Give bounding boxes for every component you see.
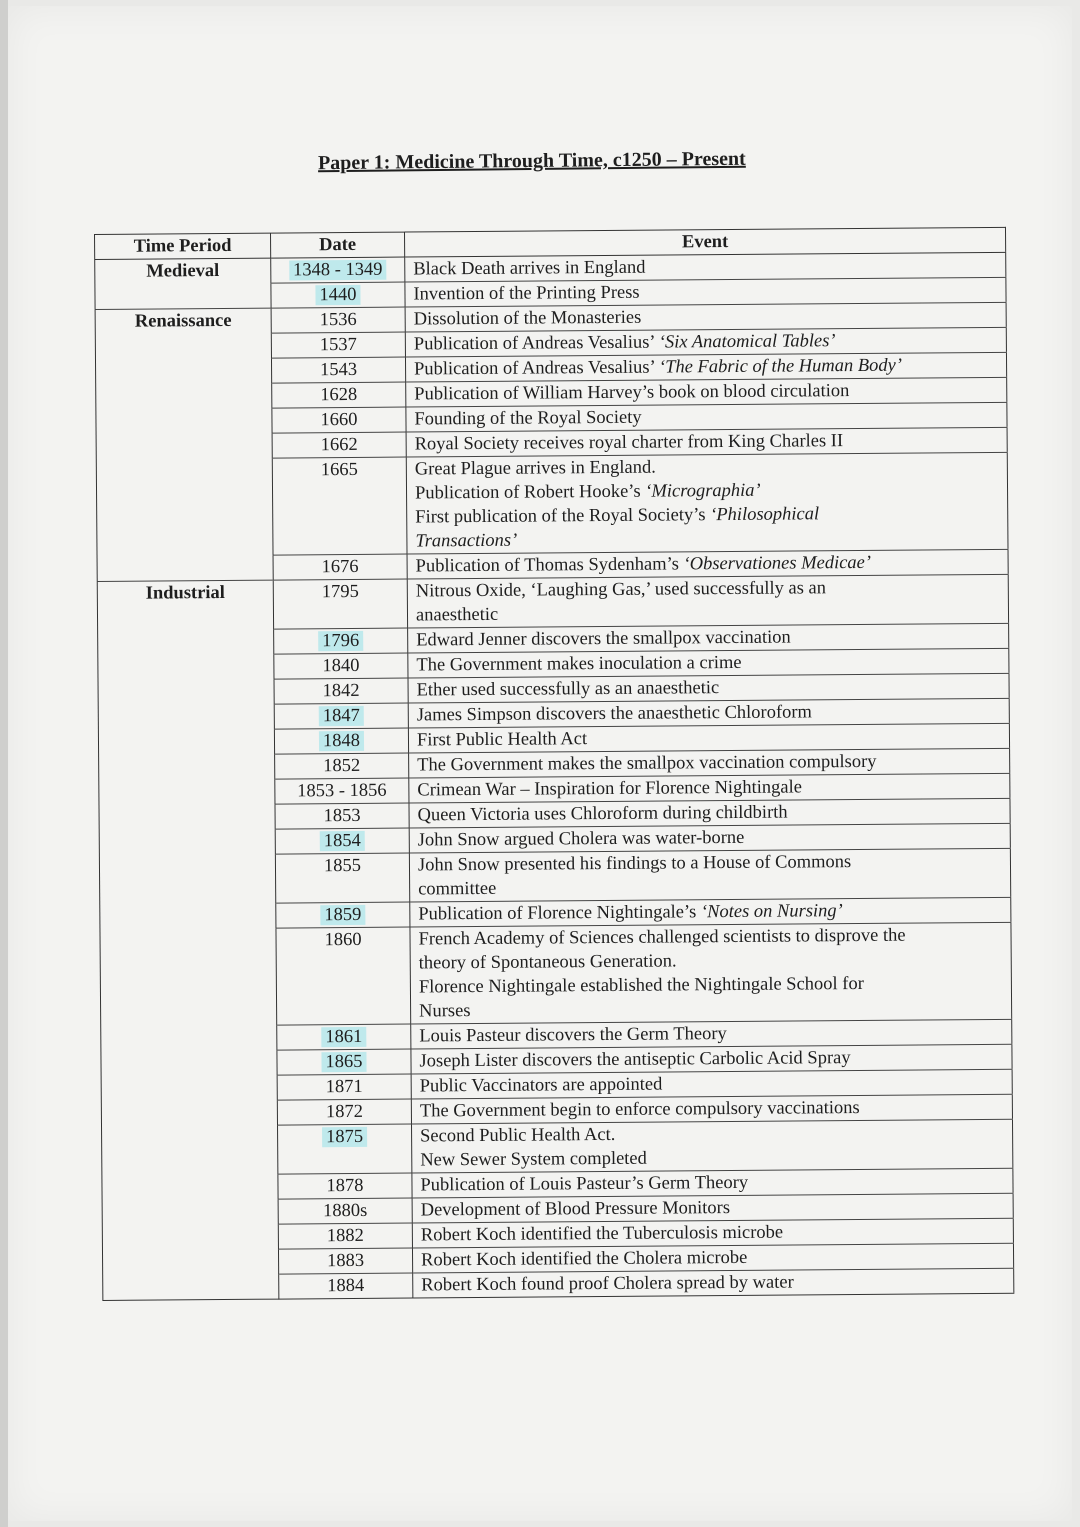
time-period-cell: Industrial <box>97 580 273 630</box>
date-cell <box>274 678 408 704</box>
time-period-cell <box>99 779 275 805</box>
event-text: Robert Koch identified the Tuberculosis microbe <box>420 1222 784 1246</box>
date-cell <box>272 382 406 408</box>
event-cell <box>410 922 1012 1024</box>
date-text: 1853 <box>323 805 361 827</box>
event-cell <box>409 848 1010 902</box>
event-text: Florence Nightingale established the Nightingale School for <box>418 973 864 998</box>
time-period-cell <box>102 1224 278 1250</box>
event-text: Transactions’ <box>415 530 518 552</box>
event-text: Great Plague arrives in England. <box>414 457 656 480</box>
event-text: Edward Jenner discovers the smallpox vaccination <box>416 627 791 651</box>
date-text: 1883 <box>326 1250 365 1272</box>
event-text: Invention of the Printing Press <box>413 282 640 305</box>
date-cell <box>273 579 407 629</box>
timeline-rows <box>95 252 1014 1300</box>
date-text: 1878 <box>326 1175 364 1197</box>
date-text: 1537 <box>319 334 357 356</box>
date-text: 1676 <box>321 556 359 578</box>
date-text: 1852 <box>323 755 361 777</box>
date-cell <box>278 1124 412 1174</box>
date-text: 1536 <box>319 309 357 331</box>
date-cell <box>277 1024 411 1050</box>
time-period-cell <box>102 1125 278 1175</box>
time-period-cell: Renaissance <box>95 308 271 334</box>
event-text: Ether used successfully as an anaesthetic <box>416 678 720 701</box>
date-text: 1871 <box>325 1076 363 1098</box>
event-text: Public Vaccinators are appointed <box>419 1074 663 1097</box>
time-period-cell <box>100 928 277 1026</box>
time-period-cell <box>98 629 274 655</box>
date-text: 1662 <box>320 434 358 456</box>
header-date: Date <box>270 232 404 258</box>
event-text: Publication of Andreas Vesalius’ ‘The Fabric of the Human Body’ <box>413 355 903 380</box>
date-cell <box>275 828 409 854</box>
highlighted-date: 1440 <box>315 285 360 305</box>
date-cell <box>271 282 405 308</box>
header-event: Event <box>404 227 1005 257</box>
event-text: committee <box>418 878 497 900</box>
event-text: John Snow presented his findings to a House of Commons <box>417 852 852 876</box>
event-text: Founding of the Royal Society <box>414 407 642 430</box>
date-cell <box>274 628 408 654</box>
date-cell <box>273 554 407 580</box>
table-row <box>97 574 1008 630</box>
event-text: Royal Society receives royal charter from King Charles II <box>414 431 844 455</box>
date-text: 1855 <box>323 855 362 877</box>
event-text: Nitrous Oxide, ‘Laughing Gas,’ used successfully as an <box>415 578 827 602</box>
header-time-period: Time Period <box>95 233 271 259</box>
table-row <box>100 922 1012 1026</box>
date-cell <box>275 778 409 804</box>
time-period-cell <box>95 333 271 359</box>
date-cell <box>277 1099 411 1125</box>
event-text: Robert Koch identified the Cholera microbe <box>420 1247 748 1271</box>
time-period-cell <box>96 383 272 409</box>
highlighted-date: 1875 <box>322 1127 367 1147</box>
date-cell <box>274 728 408 754</box>
highlighted-date: 1348 - 1349 <box>289 260 387 281</box>
table-row <box>96 452 1008 556</box>
time-period-cell <box>98 679 274 705</box>
date-cell <box>276 902 410 928</box>
event-cell <box>407 574 1008 628</box>
highlighted-date: 1859 <box>320 905 365 925</box>
time-period-cell <box>98 704 274 730</box>
date-cell <box>271 332 405 358</box>
event-text: Development of Blood Pressure Monitors <box>420 1198 731 1221</box>
event-text: First Public Health Act <box>416 729 588 751</box>
date-text: 1853 - 1856 <box>297 780 387 802</box>
event-text: Publication of William Harvey’s book on blood circulation <box>414 381 850 405</box>
event-text: Publication of Robert Hooke’s ‘Micrographia’ <box>414 480 761 504</box>
date-text: 1660 <box>320 409 358 431</box>
time-period-cell <box>98 729 274 755</box>
date-text: 1884 <box>327 1275 365 1297</box>
time-period-cell <box>101 1025 277 1051</box>
event-text: theory of Spontaneous Generation. <box>418 951 677 974</box>
time-period-cell <box>99 754 275 780</box>
date-cell <box>271 307 405 333</box>
time-period-cell: Medieval <box>95 258 271 284</box>
date-cell <box>275 753 409 779</box>
time-period-cell <box>102 1249 278 1275</box>
date-cell <box>278 1173 412 1199</box>
highlighted-date: 1865 <box>321 1052 366 1072</box>
date-cell <box>278 1248 412 1274</box>
timeline-table <box>94 227 1014 1301</box>
date-cell <box>274 653 408 679</box>
event-cell <box>406 452 1008 554</box>
date-text: 1543 <box>319 359 358 381</box>
date-text: 1842 <box>322 680 360 702</box>
event-text: John Snow argued Cholera was water-borne <box>417 827 745 851</box>
time-period-cell <box>96 408 272 434</box>
time-period-cell <box>100 903 276 929</box>
event-text: Louis Pasteur discovers the Germ Theory <box>419 1024 727 1047</box>
highlighted-date: 1848 <box>319 731 364 751</box>
event-text: The Government begin to enforce compulsory vaccinations <box>419 1098 860 1122</box>
event-text: Black Death arrives in England <box>413 257 646 280</box>
date-cell <box>271 257 405 283</box>
date-text: 1872 <box>325 1101 363 1123</box>
date-cell <box>272 457 407 555</box>
highlighted-date: 1796 <box>318 631 363 651</box>
event-text: New Sewer System completed <box>420 1148 647 1171</box>
event-text: Crimean War – Inspiration for Florence Nightingale <box>417 777 802 801</box>
time-period-cell <box>103 1274 279 1300</box>
event-text: Robert Koch found proof Cholera spread by water <box>421 1272 794 1296</box>
time-period-cell <box>99 829 275 855</box>
time-period-cell <box>102 1199 278 1225</box>
time-period-cell <box>99 804 275 830</box>
event-cell <box>412 1119 1013 1173</box>
event-text: Publication of Thomas Sydenham’s ‘Observationes Medicae’ <box>415 552 872 577</box>
event-text: Dissolution of the Monasteries <box>413 307 642 330</box>
date-cell <box>275 803 409 829</box>
time-period-cell <box>98 654 274 680</box>
event-text: The Government makes inoculation a crime <box>416 652 742 676</box>
highlighted-date: 1854 <box>320 831 365 851</box>
event-text: James Simpson discovers the anaesthetic Chloroform <box>416 702 812 726</box>
event-text: Publication of Andreas Vesalius’ ‘Six Anatomical Tables’ <box>413 331 836 355</box>
date-text: 1628 <box>320 384 358 406</box>
time-period-cell <box>102 1174 278 1200</box>
time-period-cell <box>96 433 272 459</box>
time-period-cell <box>96 458 273 556</box>
date-text: 1840 <box>322 655 360 677</box>
time-period-cell <box>95 283 271 309</box>
time-period-cell <box>101 1075 277 1101</box>
time-period-cell <box>99 854 275 904</box>
table-row <box>99 848 1010 904</box>
time-period-cell <box>101 1100 277 1126</box>
date-text: 1665 <box>320 459 358 481</box>
date-text: 1880s <box>322 1200 368 1222</box>
date-cell <box>272 407 406 433</box>
time-period-cell <box>95 358 271 384</box>
date-cell <box>275 853 409 903</box>
event-text: Nurses <box>419 1001 471 1022</box>
event-text: First publication of the Royal Society’s ‘Philosophical <box>415 504 820 528</box>
highlighted-date: 1847 <box>319 706 364 726</box>
event-text: anaesthetic <box>415 604 499 626</box>
date-cell <box>272 432 406 458</box>
event-cell <box>413 1268 1014 1298</box>
page-title: Paper 1: Medicine Through Time, c1250 – Present <box>317 147 746 175</box>
event-text: French Academy of Sciences challenged scientists to disprove the <box>418 925 906 950</box>
date-text: 1860 <box>324 929 362 951</box>
event-text: Queen Victoria uses Chloroform during childbirth <box>417 802 788 826</box>
scan-edge <box>0 0 8 1527</box>
event-text: Publication of Louis Pasteur’s Germ Theory <box>420 1172 749 1196</box>
date-cell <box>271 357 405 383</box>
table-row <box>102 1119 1013 1175</box>
event-text: The Government makes the smallpox vaccination compulsory <box>417 751 877 776</box>
date-cell <box>278 1198 412 1224</box>
event-text: Joseph Lister discovers the antiseptic Carbolic Acid Spray <box>419 1048 851 1072</box>
date-cell <box>274 703 408 729</box>
date-cell <box>279 1273 413 1299</box>
date-text: 1882 <box>326 1225 364 1247</box>
time-period-cell <box>97 555 273 581</box>
highlighted-date: 1861 <box>321 1027 366 1047</box>
date-cell <box>278 1223 412 1249</box>
time-period-cell <box>101 1050 277 1076</box>
date-cell <box>277 1074 411 1100</box>
event-text: Second Public Health Act. <box>420 1124 616 1147</box>
date-cell <box>277 1049 411 1075</box>
date-cell <box>276 927 411 1025</box>
date-text: 1795 <box>321 581 359 603</box>
event-text: Publication of Florence Nightingale’s ‘Notes on Nursing’ <box>418 901 843 925</box>
